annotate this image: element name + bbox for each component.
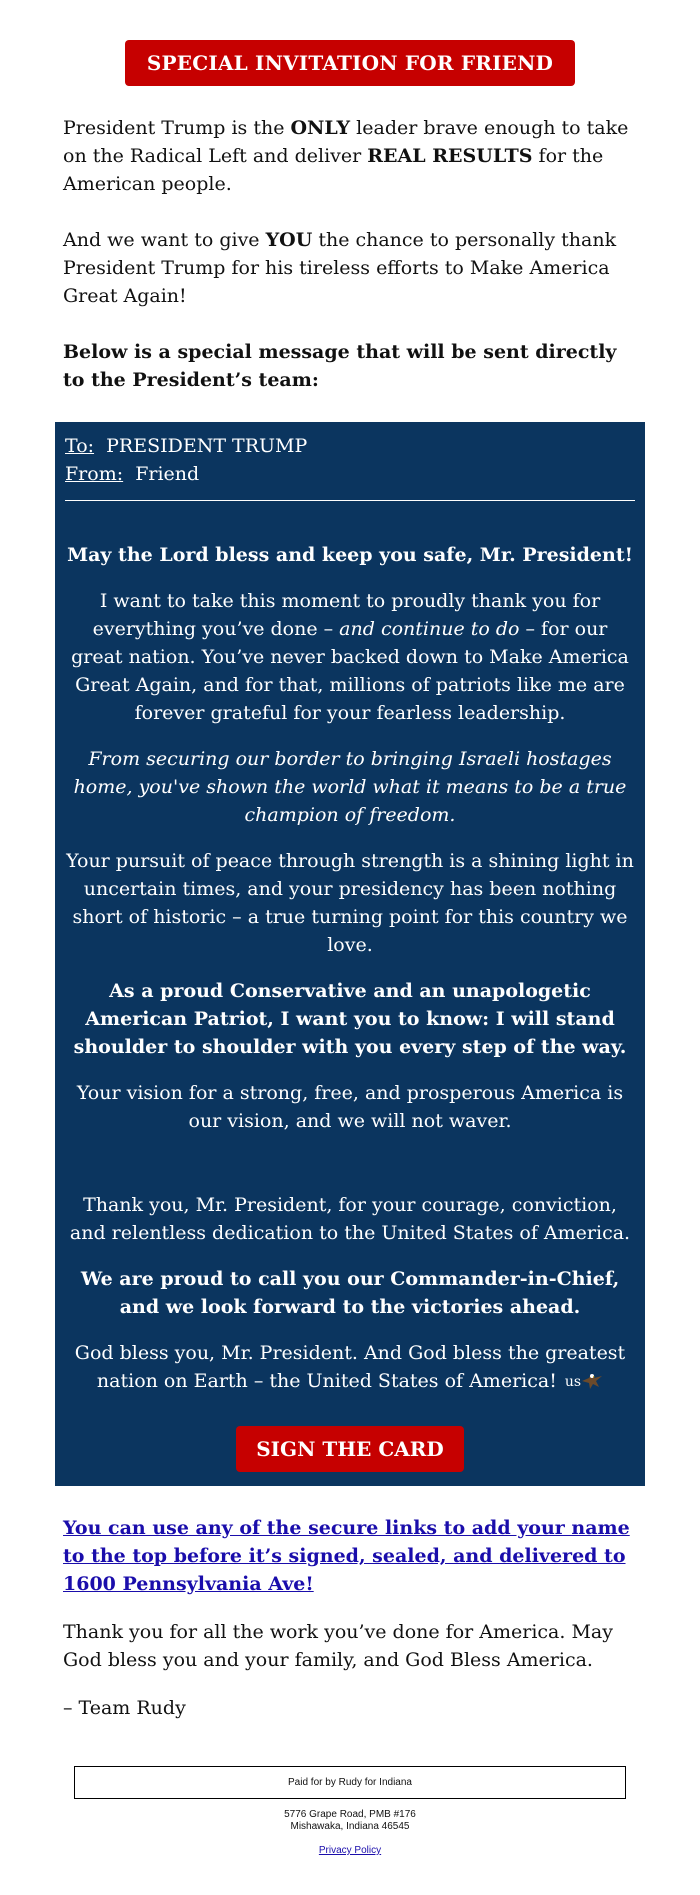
sign-row	[65, 1414, 635, 1472]
special-invitation-button[interactable]: SPECIAL INVITATION FOR FRIEND	[125, 40, 575, 86]
email-body	[55, 0, 645, 1856]
only-emphasis: ONLY	[290, 117, 351, 139]
to-line	[65, 432, 635, 460]
card-paragraph-6: Thank you, Mr. President, for your courage, conviction, and relentless dedication to the United States of America.	[69, 1194, 631, 1244]
card-paragraph-1: I want to take this moment to proudly thank you for everything you’ve done – and continue to do – for our great nation. You’ve never backed down to Make America Great Again, and for that, millions of patriots like me are forever grateful for your fearless leadership.	[71, 590, 629, 724]
from-line	[65, 460, 635, 488]
after-section	[55, 1514, 645, 1722]
message-card	[55, 422, 645, 1486]
real-results-emphasis: REAL RESULTS	[367, 145, 533, 167]
from-value: Friend	[135, 463, 200, 485]
to-value: PRESIDENT TRUMP	[106, 435, 308, 457]
signoff: – Team Rudy	[63, 1697, 186, 1719]
from-label: From:	[65, 463, 124, 485]
eagle-icon	[581, 1372, 603, 1390]
card-paragraph-8: God bless you, Mr. President. And God bless the greatest nation on Earth – the United States of America! us	[65, 1339, 635, 1396]
paid-for-box: Paid for by Rudy for Indiana	[74, 1766, 626, 1799]
card-paragraph-3: Your pursuit of peace through strength is a shining light in uncertain times, and your presidency has been nothing short of historic – a true turning point for this country we love.	[66, 850, 634, 956]
address-line-1: 5776 Grape Road, PMB #176	[284, 1809, 416, 1820]
card-divider	[65, 500, 635, 501]
header	[55, 40, 645, 86]
thanks-paragraph: Thank you for all the work you’ve done for America. May God bless you and your family, and God Bless America.	[63, 1621, 613, 1671]
card-blessing: May the Lord bless and keep you safe, Mr. President!	[67, 544, 633, 566]
you-emphasis: YOU	[265, 229, 313, 251]
card-paragraph-2: From securing our border to bringing Israeli hostages home, you've shown the world what it means to be a true champion of freedom.	[73, 748, 627, 826]
card-paragraph-7: We are proud to call you our Commander-in-Chief, and we look forward to the victories ahead.	[80, 1268, 620, 1318]
to-label: To:	[65, 435, 95, 457]
intro-section	[55, 114, 645, 394]
intro-paragraph-3: Below is a special message that will be sent directly to the President’s team:	[63, 341, 617, 391]
address-line-2: Mishawaka, Indiana 46545	[290, 1821, 410, 1832]
footer-address	[55, 1809, 645, 1833]
sign-the-card-button[interactable]: SIGN THE CARD	[236, 1426, 464, 1472]
card-paragraph-4: As a proud Conservative and an unapologetic American Patriot, I want you to know: I will stand shoulder to shoulder with you every step of the way.	[73, 980, 627, 1058]
card-header	[65, 432, 635, 488]
intro-paragraph-1: President Trump is the ONLY leader brave enough to take on the Radical Left and deliver REAL RESULTS for the American people.	[63, 117, 629, 195]
privacy-policy-link[interactable]: Privacy Policy	[318, 1845, 382, 1856]
card-paragraph-5: Your vision for a strong, free, and prosperous America is our vision, and we will not waver.	[76, 1082, 624, 1132]
secure-link[interactable]: You can use any of the secure links to add your name to the top before it’s signed, sealed, and delivered to 1600 Pennsylvania Ave!	[63, 1517, 630, 1595]
us-flag-icon: us	[564, 1374, 582, 1390]
intro-paragraph-2: And we want to give YOU the chance to personally thank President Trump for his tireless efforts to Make America Great Again!	[63, 229, 617, 307]
